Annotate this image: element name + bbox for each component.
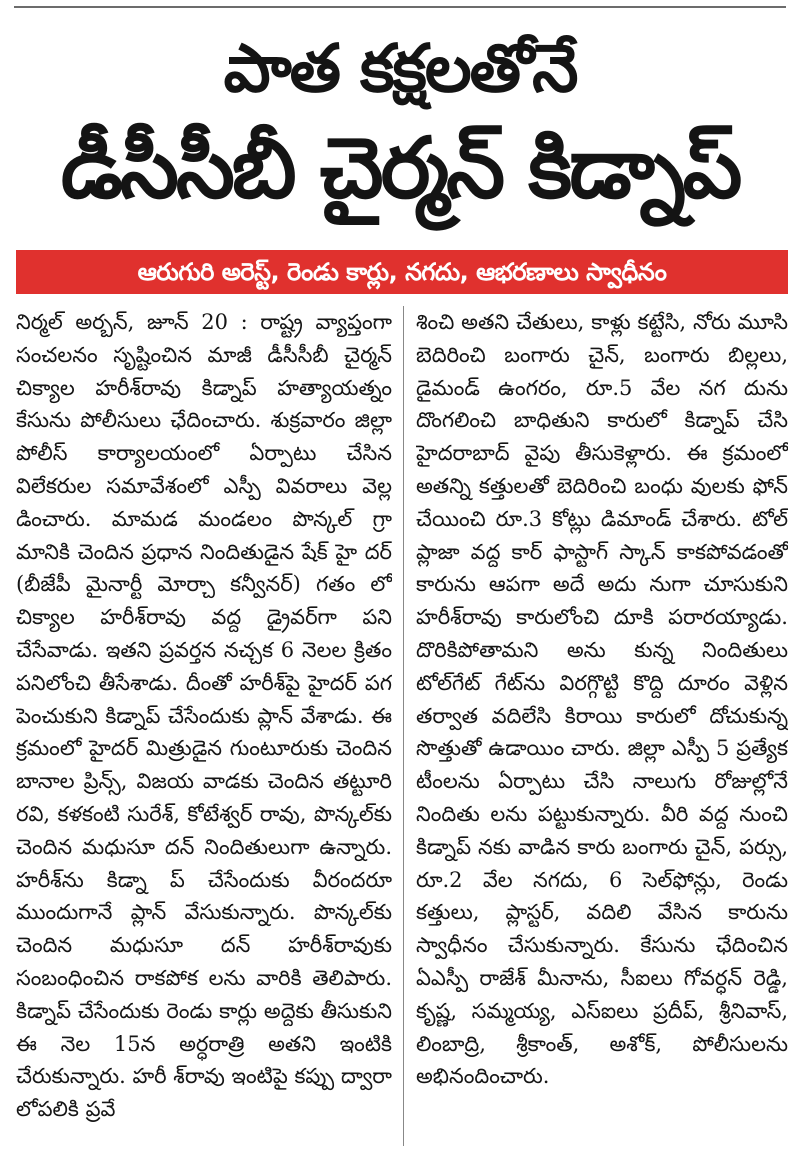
top-rule — [14, 6, 786, 8]
article-column-left — [16, 306, 392, 1156]
article-body-left: నిర్మల్ అర్బన్, జూన్ 20 : రాష్ట్ర వ్యాప్తంగా సంచలనం సృష్టించిన మాజీ డీసీసీబీ చైర్మన్ చిక్యాల హరీశ్‌రావు కిడ్నాప్ హత్యాయత్నం కేసును పోలీసులు ఛేదించారు. శుక్రవారం జిల్లా పోలీస్ కార్యాలయంలో ఏర్పాటు చేసిన విలేకరుల సమావేశంలో ఎస్పీ వివరాలు వెల్ల డించారు. మామడ మండలం పొన్కల్ గ్రా మానికి చెందిన ప్రధాన నిందితుడైన షేక్ హై దర్ (బీజేపీ మైనార్టీ మోర్చా కన్వీనర్) గతం లో చిక్యాల హరీశ్‌రావు వద్ద డ్రైవర్‌గా పని చేసేవాడు. ఇతని ప్రవర్తన నచ్చక 6 నెలల క్రితం పనిలోంచి తీసేశాడు. దీంతో హరీశ్‌పై హైదర్ పగ పెంచుకుని కిడ్నాప్ చేసేందుకు ప్లాన్ వేశాడు. ఈ క్రమంలో హైదర్ మిత్రుడైన గుంటూరుకు చెందిన బానాల ప్రిన్స్, విజయ వాడకు చెందిన తట్టూరి రవి, కళకంటి సురేశ్, కోటేశ్వర్ రావు, పొన్కల్‌కు చెందిన మధుసూ దన్ నిందితులుగా ఉన్నారు. హరీశ్‌ను కిడ్నా ప్ చేసేందుకు వీరందరూ ముందుగానే ప్లాన్ వేసుకున్నారు. పొన్కల్‌కు చెందిన మధుసూ దన్ హరీశ్‌రావుకు సంబంధించిన రాకపోక లను వారికి తెలిపారు. కిడ్నాప్ చేసేందుకు రెండు కార్లు అద్దెకు తీసుకుని ఈ నెల 15న అర్ధరాత్రి అతని ఇంటికి చేరుకున్నారు. హరీ శ్‌రావు ఇంటిపై కప్పు ద్వారా లోపలికి ప్రవే — [16, 310, 392, 1122]
headline-line-1: పాత కక్షలతోనే — [223, 30, 577, 107]
article-column-right — [416, 306, 788, 1156]
headline-line-2: డీసీసీబీ చైర్మన్ కిడ్నాప్ — [60, 119, 740, 217]
article-body-right: శించి అతని చేతులు, కాళ్లు కట్టేసి, నోరు మూసి బెదిరించి బంగారు చైన్, బంగారు బిల్లలు, డైమండ్ ఉంగరం, రూ.5 వేల నగ దును దొంగలించి బాధితుని కారులో కిడ్నాప్ చేసి హైదరాబాద్ వైపు తీసుకెళ్లారు. ఈ క్రమంలో అతన్ని కత్తులతో బెదిరించి బంధు వులకు ఫోన్ చేయించి రూ.3 కోట్లు డిమాండ్ చేశారు. టోల్ ప్లాజా వద్ద కార్ ఫాస్టాగ్ స్కాన్ కాకపోవడంతో కారును ఆపగా అదే అదు నుగా చూసుకుని హరీశ్‌రావు కారులోంచి దూకి పరారయ్యాడు. దొరికిపోతామని అను కున్న నిందితులు టోల్‌గేట్ గేట్‌ను విరగ్గొట్టి కొద్ది దూరం వెళ్లిన తర్వాత వదిలేసి కిరాయి కారులో దోచుకున్న సొత్తుతో ఉడాయిం చారు. జిల్లా ఎస్పీ 5 ప్రత్యేక టీంలను ఏర్పాటు చేసి నాలుగు రోజుల్లోనే నిందితు లను పట్టుకున్నారు. వీరి వద్ద నుంచి కిడ్నాప్ నకు వాడిన కారు బంగారు చైన్, పర్సు, రూ.2 వేల నగదు, 6 సెల్‌ఫోన్లు, రెండు కత్తులు, ప్లాస్టర్, వదిలి వేసిన కారును స్వాధీనం చేసుకున్నారు. కేసును ఛేదించిన ఏఎస్పీ రాజేశ్ మీనాను, సీఐలు గోవర్ధన్ రెడ్డి, కృష్ణ, సమ్మయ్య, ఎస్ఐలు ప్రదీప్, శ్రీనివాస్, లింబాద్రి, శ్రీకాంత్, అశోక్, పోలీసులను అభినందించారు. — [416, 310, 788, 1089]
column-divider — [403, 306, 404, 1146]
subheadline-banner: ఆరుగురి అరెస్ట్, రెండు కార్లు, నగదు, ఆభరణాలు స్వాధీనం — [16, 250, 788, 294]
